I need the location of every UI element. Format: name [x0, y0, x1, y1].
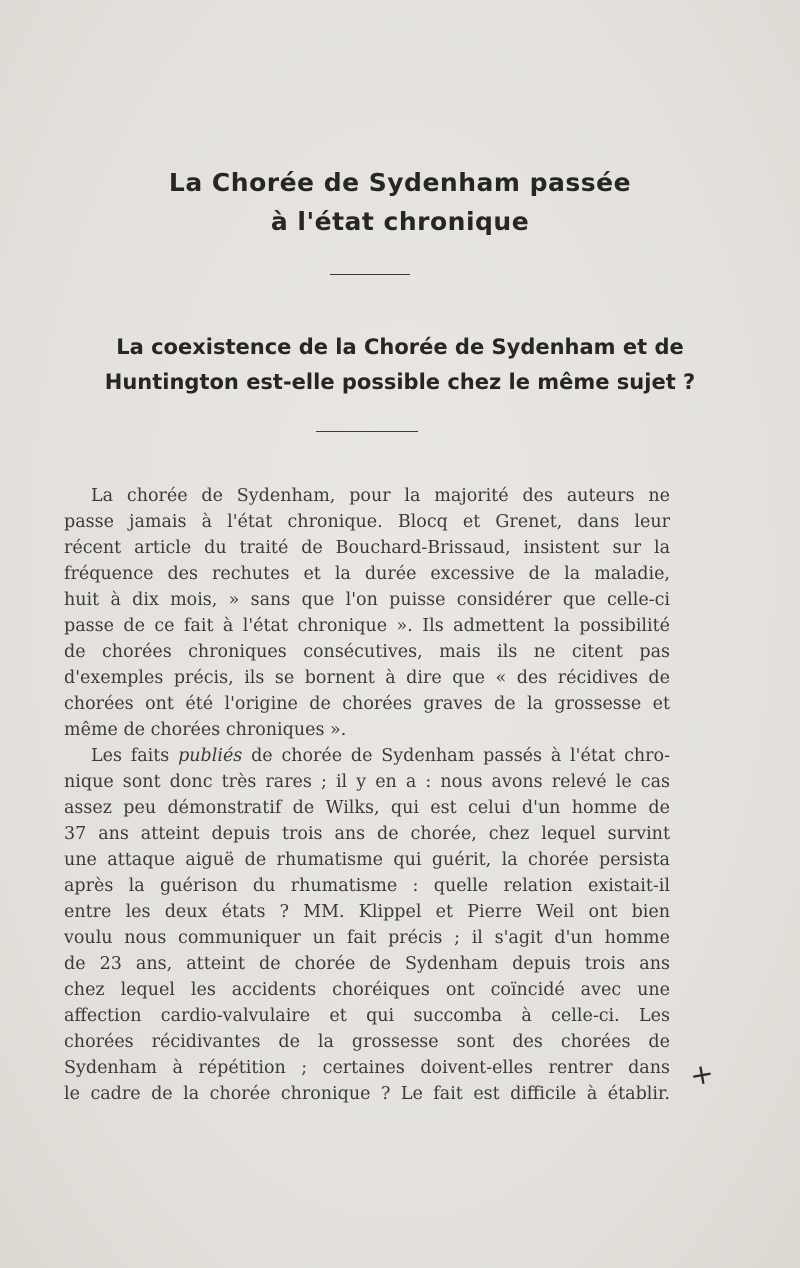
separator-rule-1 [330, 274, 410, 275]
body-line: le cadre de la chorée chronique ? Le fait est difficile à établir. [64, 1084, 670, 1104]
body-line: affection cardio-valvulaire et qui succomba à celle-ci. Les [64, 1006, 670, 1026]
emphasized-word: publiés [178, 746, 243, 766]
body-line: récent article du traité de Bouchard-Brissaud, insistent sur la [64, 538, 670, 558]
body-line: Sydenham à répétition ; certaines doivent-elles rentrer dans [64, 1058, 670, 1078]
body-line: huit à dix mois, » sans que l'on puisse considérer que celle-ci [64, 590, 670, 610]
body-line: chorées récidivantes de la grossesse sont des chorées de [64, 1032, 670, 1052]
body-line: 37 ans atteint depuis trois ans de chorée, chez lequel survint [64, 824, 670, 844]
body-line: d'exemples précis, ils se bornent à dire que « des récidives de [64, 668, 670, 688]
body-text-span: de chorée de Sydenham passés à l'état chro- [242, 746, 670, 766]
subtitle-line-1: La coexistence de la Chorée de Sydenham et de [116, 335, 684, 359]
body-line: entre les deux états ? MM. Klippel et Pierre Weil ont bien [64, 902, 670, 922]
subtitle-line-2: Huntington est-elle possible chez le même sujet ? [104, 370, 696, 394]
body-line [91, 744, 670, 768]
body-line: passe jamais à l'état chronique. Blocq et Grenet, dans leur [64, 512, 670, 532]
body-text-span: Les faits [91, 746, 179, 766]
body-line: assez peu démonstratif de Wilks, qui est celui d'un homme de [64, 798, 670, 818]
body-line: La chorée de Sydenham, pour la majorité des auteurs ne [91, 486, 670, 506]
body-line: après la guérison du rhumatisme : quelle relation existait-il [64, 876, 670, 896]
body-line: même de chorées chroniques ». [64, 720, 347, 740]
body-line: une attaque aiguë de rhumatisme qui guérit, la chorée persista [64, 850, 670, 870]
body-line: de chorées chroniques consécutives, mais ils ne citent pas [64, 642, 670, 662]
title-line-2: à l'état chronique [270, 207, 530, 236]
body-line: fréquence des rechutes et la durée excessive de la maladie, [64, 564, 670, 584]
handwritten-margin-mark: + [687, 1056, 717, 1093]
body-line: de 23 ans, atteint de chorée de Sydenham depuis trois ans [64, 954, 670, 974]
body-line: voulu nous communiquer un fait précis ; il s'agit d'un homme [64, 928, 670, 948]
body-line: passe de ce fait à l'état chronique ». Ils admettent la possibilité [64, 616, 670, 636]
separator-rule-2 [316, 431, 418, 432]
body-line: nique sont donc très rares ; il y en a : nous avons relevé le cas [64, 772, 670, 792]
title-line-1: La Chorée de Sydenham passée [168, 168, 632, 197]
body-line: chez lequel les accidents choréiques ont coïncidé avec une [64, 980, 670, 1000]
body-line: chorées ont été l'origine de chorées graves de la grossesse et [64, 694, 670, 714]
